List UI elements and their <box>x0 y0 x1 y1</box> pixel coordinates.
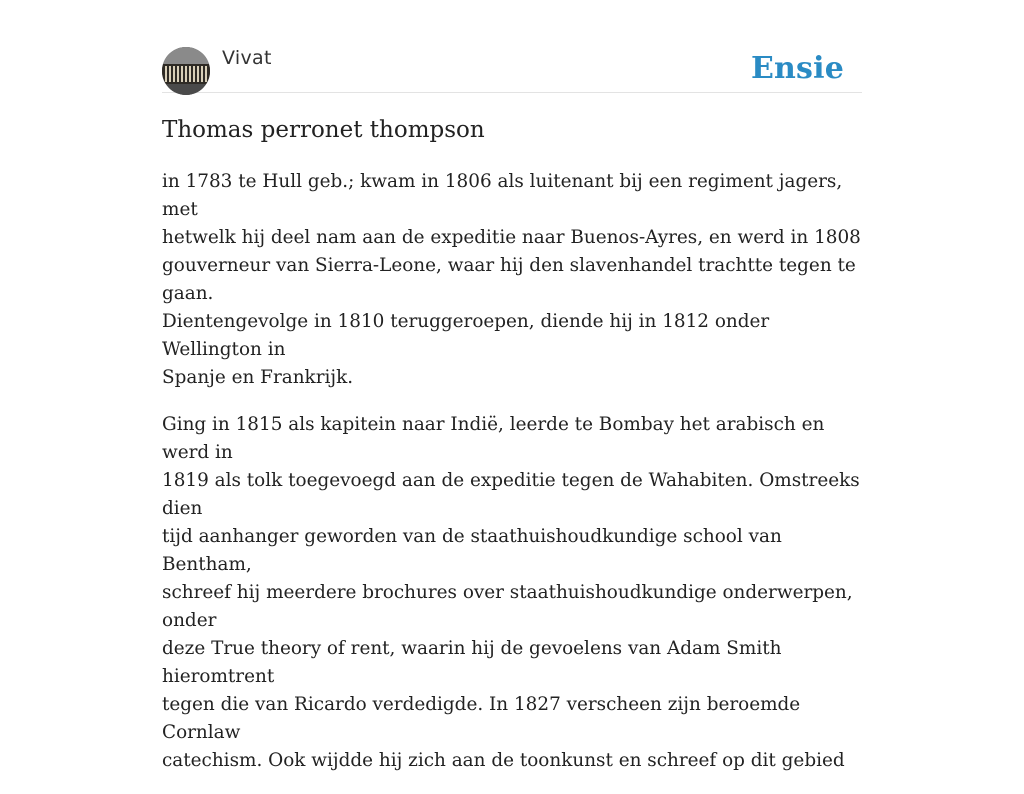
paragraph <box>162 411 862 775</box>
bookshelf-icon <box>162 47 210 95</box>
text-line: deze True theory of rent, waarin hij de gevoelens van Adam Smith hieromtrent <box>162 638 782 687</box>
text-line: gouverneur van Sierra-Leone, waar hij den slavenhandel trachtte tegen te gaan. <box>162 255 856 304</box>
text-line: catechism. Ook wijdde hij zich aan de toonkunst en schreef op dit gebied <box>162 750 845 771</box>
text-line: tijd aanhanger geworden van de staathuishoudkundige school van Bentham, <box>162 526 782 575</box>
paragraph <box>162 168 862 392</box>
header <box>162 46 862 93</box>
text-line: 1819 als tolk toegevoegd aan de expeditie tegen de Wahabiten. Omstreeks dien <box>162 470 860 519</box>
text-line: Spanje en Frankrijk. <box>162 367 354 388</box>
page-title: Thomas perronet thompson <box>162 117 485 143</box>
text-line: hetwelk hij deel nam aan de expeditie naar Buenos-Ayres, en werd in 1808 <box>162 227 861 248</box>
text-line: schreef hij meerdere brochures over staathuishoudkundige onderwerpen, onder <box>162 582 853 631</box>
text-line: Ging in 1815 als kapitein naar Indië, leerde te Bombay het arabisch en werd in <box>162 414 825 463</box>
text-line: Dientengevolge in 1810 teruggeroepen, diende hij in 1812 onder Wellington in <box>162 311 770 360</box>
source-avatar[interactable] <box>162 47 210 95</box>
text-line: in 1783 te Hull geb.; kwam in 1806 als luitenant bij een regiment jagers, met <box>162 171 843 220</box>
text-line: tegen die van Ricardo verdedigde. In 1827 verscheen zijn beroemde Cornlaw <box>162 694 801 743</box>
article-body <box>162 168 862 794</box>
ensie-logo[interactable]: Ensie <box>750 51 844 86</box>
source-name[interactable]: Vivat <box>222 47 272 69</box>
